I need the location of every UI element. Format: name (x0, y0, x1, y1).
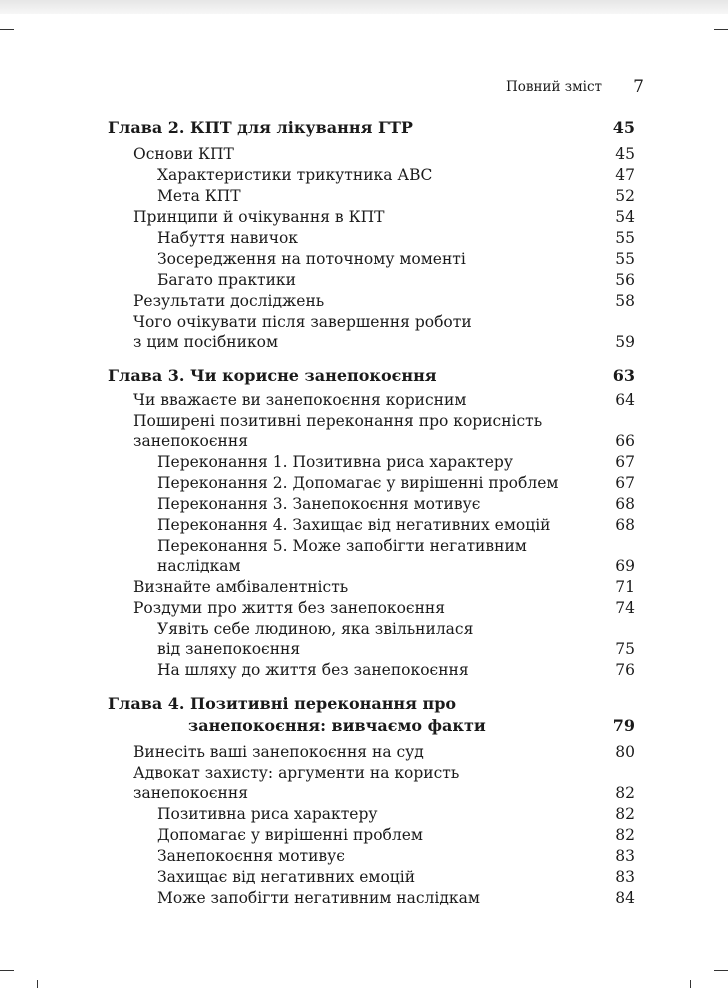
toc-entry (133, 784, 635, 806)
toc-entry-page: 66 (615, 432, 635, 450)
toc-entry (108, 694, 635, 716)
toc-entry-page: 83 (615, 868, 635, 886)
toc-entry-title: Адвокат захисту: аргументи на користь (133, 764, 460, 782)
toc-entry-page: 80 (615, 743, 635, 761)
toc-entry (133, 743, 635, 765)
toc-entry (157, 620, 635, 642)
toc-entry (157, 187, 635, 209)
toc-entry-page: 83 (615, 847, 635, 865)
toc-entry (157, 250, 635, 272)
toc-entry-title: Результати досліджень (133, 292, 325, 310)
toc-entry-page: 75 (615, 640, 635, 658)
toc-entry-page: 68 (615, 495, 635, 513)
toc-entry (157, 537, 635, 559)
toc-entry-title: Уявіть себе людиною, яка звільнилася (157, 620, 474, 638)
toc-entry-page: 68 (615, 516, 635, 534)
toc-entry (133, 599, 635, 621)
toc-entry-page: 71 (615, 578, 635, 596)
toc-entry (157, 805, 635, 827)
toc-entry (157, 847, 635, 869)
toc-entry-title: Винесіть ваші занепокоєння на суд (133, 743, 424, 761)
toc-entry-title: Глава 2. КПТ для лікування ГТР (108, 118, 413, 137)
toc-entry-page: 45 (615, 145, 635, 163)
toc-entry-page: 79 (612, 716, 635, 735)
toc-entry-page: 82 (615, 805, 635, 823)
toc-entry (133, 764, 635, 786)
toc-entry-title: Переконання 5. Може запобігти негативним (157, 537, 527, 555)
toc-entry-title: занепокоєння (133, 432, 249, 450)
toc-entry-title: Може запобігти негативним наслідкам (157, 889, 480, 907)
toc-entry-page: 67 (615, 474, 635, 492)
toc-entry-title: Характеристики трикутника АВС (157, 166, 433, 184)
toc-entry (157, 516, 635, 538)
page-number: 7 (633, 77, 644, 97)
toc-entry-page: 45 (612, 118, 635, 137)
toc-entry (157, 826, 635, 848)
toc-entry (133, 391, 635, 413)
toc-entry-title: занепокоєння (133, 784, 249, 802)
toc-entry (157, 640, 635, 662)
toc-entry (157, 453, 635, 475)
toc-entry-title: Набуття навичок (157, 229, 298, 247)
toc-entry (133, 432, 635, 454)
toc-entry-page: 47 (615, 166, 635, 184)
toc-entry-title: Роздуми про життя без занепокоєння (133, 599, 446, 617)
toc-entry-title: Глава 3. Чи корисне занепокоєння (108, 366, 437, 385)
toc-entry (157, 271, 635, 293)
toc-entry-title: Переконання 1. Позитивна риса характеру (157, 453, 513, 471)
toc-entry-title: Занепокоєння мотивує (157, 847, 345, 865)
toc-entry (133, 145, 635, 167)
toc-entry (157, 557, 635, 579)
toc-entry-title: Глава 4. Позитивні переконання про (108, 694, 457, 713)
toc-entry-page: 59 (615, 333, 635, 351)
toc-entry-title: Визнайте амбівалентність (133, 578, 349, 596)
toc-entry-title: Принципи й очікування в КПТ (133, 208, 385, 226)
toc-entry (157, 166, 635, 188)
toc-entry (157, 661, 635, 683)
toc-entry-page: 76 (615, 661, 635, 679)
toc-entry-title: Допомагає у вирішенні проблем (157, 826, 423, 844)
toc-entry-title: Зосередження на поточному моменті (157, 250, 466, 268)
toc-entry-title: Чого очікувати після завершення роботи (133, 313, 472, 331)
toc-entry-page: 84 (615, 889, 635, 907)
toc-entry-page: 69 (615, 557, 635, 575)
toc-entry-page: 82 (615, 784, 635, 802)
running-header-title: Повний зміст (506, 79, 602, 95)
toc-entry-title: Захищає від негативних емоцій (157, 868, 416, 886)
toc-entry-title: з цим посібником (133, 333, 279, 351)
toc-entry-title: На шляху до життя без занепокоєння (157, 661, 469, 679)
toc-entry (188, 716, 635, 738)
toc-entry-page: 55 (615, 229, 635, 247)
toc-entry (133, 208, 635, 230)
toc-entry (133, 578, 635, 600)
toc-entry-title: Чи вважаєте ви занепокоєння корисним (133, 391, 467, 409)
toc-entry (157, 889, 635, 911)
toc-entry (133, 333, 635, 355)
toc-entry-page: 63 (612, 366, 635, 385)
toc-entry-page: 67 (615, 453, 635, 471)
toc-entry (157, 229, 635, 251)
toc-entry-title: Переконання 3. Занепокоєння мотивує (157, 495, 481, 513)
toc-entry-title: занепокоєння: вивчаємо факти (188, 716, 486, 735)
toc-entry-page: 55 (615, 250, 635, 268)
toc-entry (157, 868, 635, 890)
toc-entry-page: 82 (615, 826, 635, 844)
toc-entry-page: 64 (615, 391, 635, 409)
toc-entry-page: 58 (615, 292, 635, 310)
toc-entry-title: Багато практики (157, 271, 296, 289)
toc-entry-page: 52 (615, 187, 635, 205)
toc-entry (108, 366, 635, 388)
toc-entry (133, 292, 635, 314)
toc-entry (133, 313, 635, 335)
toc-entry-title: Мета КПТ (157, 187, 241, 205)
toc-entry (157, 474, 635, 496)
toc-entry-page: 54 (615, 208, 635, 226)
toc-entry (157, 495, 635, 517)
toc-entry-title: від занепокоєння (157, 640, 301, 658)
toc-entry (133, 412, 635, 434)
toc-entry-page: 56 (615, 271, 635, 289)
toc-entry-title: Основи КПТ (133, 145, 234, 163)
toc-entry-page: 74 (615, 599, 635, 617)
toc-entry-title: наслідкам (157, 557, 241, 575)
toc-entry-title: Позитивна риса характеру (157, 805, 378, 823)
toc-entry-title: Переконання 2. Допомагає у вирішенні проблем (157, 474, 559, 492)
toc-entry-title: Поширені позитивні переконання про корисність (133, 412, 543, 430)
toc-entry (108, 118, 635, 140)
toc-entry-title: Переконання 4. Захищає від негативних емоцій (157, 516, 551, 534)
